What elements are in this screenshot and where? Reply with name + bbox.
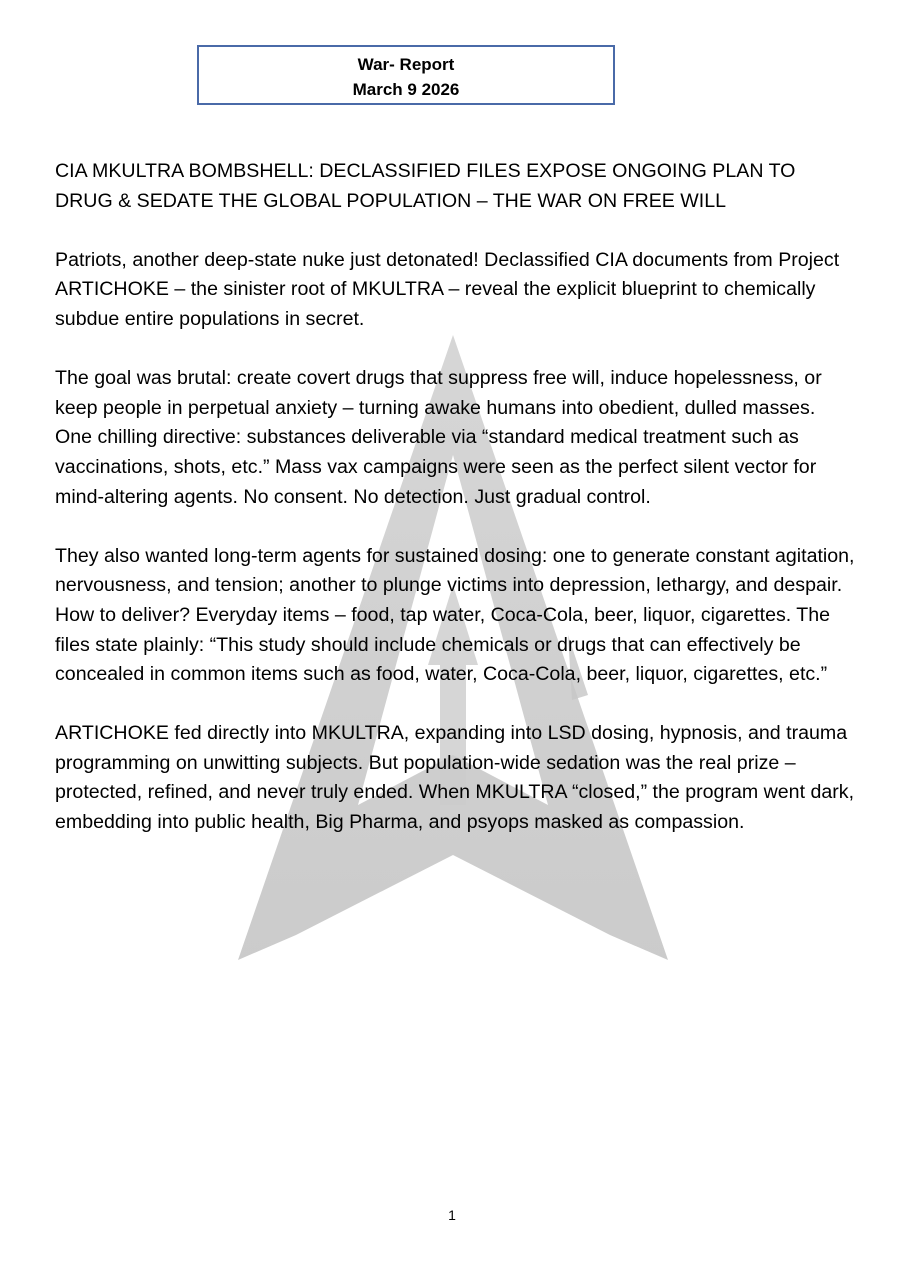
report-header-box [197, 45, 615, 105]
article-paragraph-4: ARTICHOKE fed directly into MKULTRA, expanding into LSD dosing, hypnosis, and trauma programming on unwitting subjects. But population-wide sedation was the real prize – protected, refined, and never truly ended. When MKULTRA “closed,” the program went dark, embedding into public health, Big Pharma, and psyops masked as compassion. [55, 722, 855, 834]
article-headline: CIA MKULTRA BOMBSHELL: DECLASSIFIED FILES EXPOSE ONGOING PLAN TO DRUG & SEDATE THE GLOBAL POPULATION – THE WAR ON FREE WILL [55, 160, 796, 212]
report-title: War- Report [357, 55, 455, 74]
article-body [55, 157, 855, 867]
article-paragraph-3: They also wanted long-term agents for sustained dosing: one to generate constant agitation, nervousness, and tension; another to plunge victims into depression, lethargy, and despair. How to deliver? Everyday items – food, tap water, Coca-Cola, beer, liquor, cigarettes. The files state plainly: “This study should include chemicals or drugs that can effectively be concealed in common items such as food, water, Coca-Cola, beer, liquor, cigarettes, etc.” [55, 544, 855, 686]
article-paragraph-1: Patriots, another deep-state nuke just detonated! Declassified CIA documents from Project ARTICHOKE – the sinister root of MKULTRA – reveal the explicit blueprint to chemically subdue entire populations in secret. [55, 248, 840, 330]
article-paragraph-2: The goal was brutal: create covert drugs that suppress free will, induce hopelessness, or keep people in perpetual anxiety – turning awake humans into obedient, dulled masses. One chilling directive: substances deliverable via “standard medical treatment such as vaccinations, shots, etc.” Mass vax campaigns were seen as the perfect silent vector for mind-altering agents. No consent. No detection. Just gradual control. [55, 367, 822, 508]
report-date: March 9 2026 [352, 80, 460, 99]
page-number: 1 [448, 1207, 456, 1223]
